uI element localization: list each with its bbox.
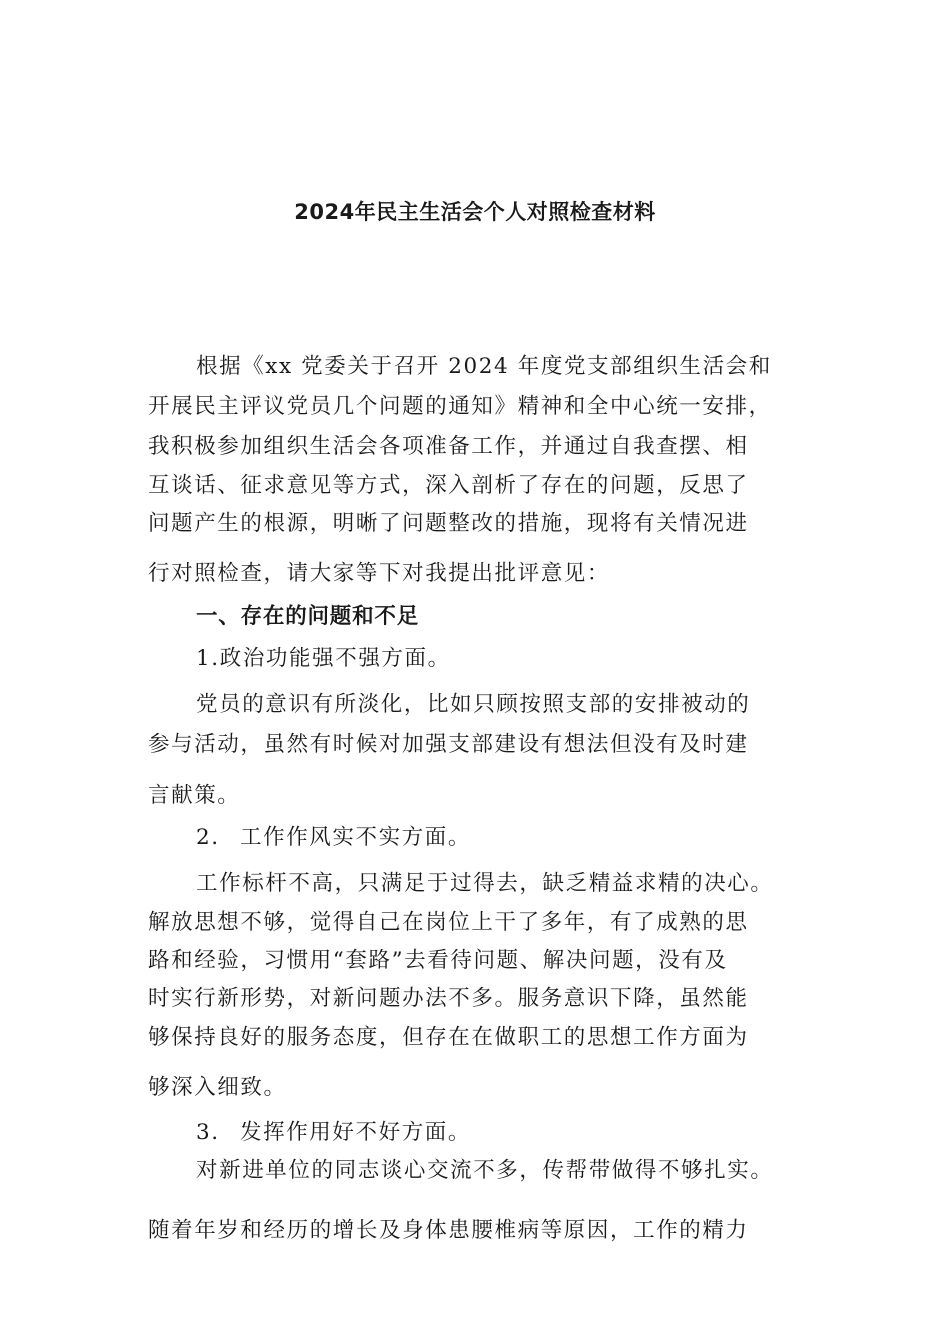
item1-heading: 1.政治功能强不强方面。 [196,646,451,671]
item3-line-2: 随着年岁和经历的增长及身体患腰椎病等原因，工作的精力 [148,1218,749,1243]
intro-line-5: 问题产生的根源，明晰了问题整改的措施，现将有关情况进 [148,511,749,536]
item2-line-2: 解放思想不够，觉得自己在岗位上干了多年，有了成熟的思 [148,910,749,935]
item3-heading: 发挥作用好不好方面。 [240,1120,472,1145]
document-title: 2024年民主生活会个人对照检查材料 [294,200,656,224]
item2-heading-line [196,825,823,851]
item2-heading: 工作作风实不实方面。 [240,825,472,850]
item1-line-1: 党员的意识有所淡化，比如只顾按照支部的安排被动的 [196,692,751,717]
item2-number: 2. [196,825,220,850]
item3-heading-line [196,1120,823,1146]
item3-line-1: 对新进单位的同志谈心交流不多，传帮带做得不够扎实。 [196,1158,774,1183]
item2-line-3: 路和经验，习惯用“套路”去看待问题、解决问题，没有及 [148,948,728,973]
intro-line-2: 开展民主评议党员几个问题的通知》精神和全中心统一安排， [148,394,772,419]
item2-line-6: 够深入细致。 [148,1075,287,1100]
item2-line-4: 时实行新形势，对新问题办法不多。服务意识下降，虽然能 [148,986,749,1011]
intro-line-3: 我积极参加组织生活会各项准备工作，并通过自我查摆、相 [148,434,749,459]
section-heading: 一、存在的问题和不足 [196,604,420,629]
intro-line-6: 行对照检查，请大家等下对我提出批评意见： [148,561,611,586]
item2-line-1: 工作标杆不高，只满足于过得去，缺乏精益求精的决心。 [196,871,774,896]
item1-line-3: 言献策。 [148,783,241,808]
item2-line-5: 够保持良好的服务态度，但存在在做职工的思想工作方面为 [148,1025,749,1050]
intro-line-1: 根据《xx 党委关于召开 2024 年度党支部组织生活会和 [196,354,772,379]
item3-number: 3. [196,1120,220,1145]
intro-line-4: 互谈话、征求意见等方式，深入剖析了存在的问题，反思了 [148,473,749,498]
item1-line-2: 参与活动，虽然有时候对加强支部建设有想法但没有及时建 [148,732,749,757]
